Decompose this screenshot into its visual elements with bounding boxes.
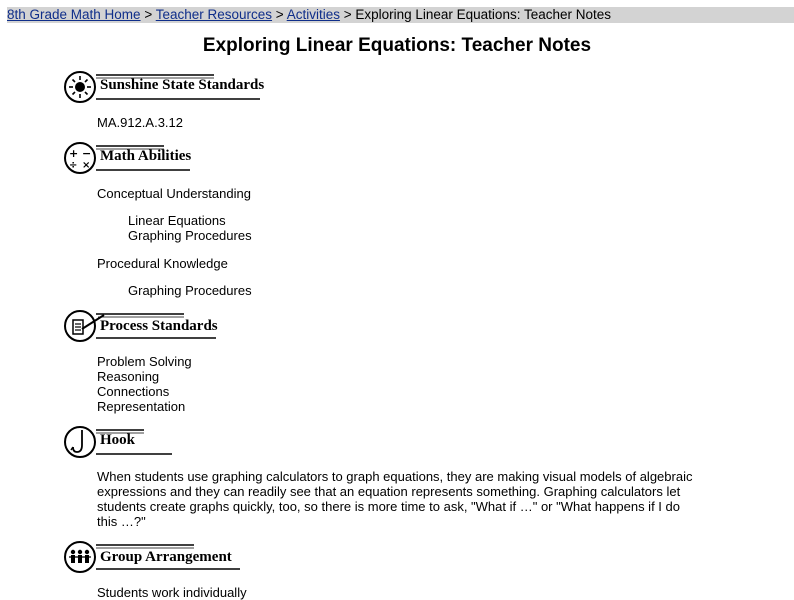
page-title: Exploring Linear Equations: Teacher Notes	[202, 35, 592, 56]
section-heading: Group Arrangement	[100, 549, 232, 565]
breadcrumb-separator: >	[140, 7, 156, 22]
breadcrumb-link-activities[interactable]: Activities	[286, 7, 340, 22]
svg-text:÷: ÷	[69, 160, 78, 171]
section-header-abilities	[64, 141, 264, 177]
section-heading: Hook	[100, 432, 136, 448]
section-header-process	[64, 309, 264, 345]
group-item: Students work individually	[97, 585, 247, 600]
breadcrumb-current: Exploring Linear Equations: Teacher Notes	[355, 7, 611, 22]
ability-item: Linear Equations	[128, 213, 226, 228]
breadcrumb-link-home[interactable]: 8th Grade Math Home	[7, 7, 141, 22]
section-header-group	[64, 540, 264, 576]
section-header-hook	[64, 425, 264, 461]
ability-category: Procedural Knowledge	[97, 256, 228, 271]
process-item: Representation	[97, 399, 186, 414]
svg-text:×: ×	[82, 160, 91, 171]
process-item: Connections	[97, 384, 170, 399]
process-item: Problem Solving	[97, 354, 192, 369]
fishhook-icon	[64, 425, 264, 461]
svg-text:+: +	[69, 147, 79, 160]
section-heading: Math Abilities	[100, 148, 192, 164]
breadcrumb-separator: >	[339, 7, 356, 22]
process-item: Reasoning	[97, 369, 160, 384]
svg-text:−: −	[82, 147, 92, 160]
breadcrumb-separator: >	[272, 7, 287, 22]
section-heading: Sunshine State Standards	[100, 77, 265, 93]
ability-category: Conceptual Understanding	[97, 186, 251, 201]
breadcrumb	[7, 7, 794, 23]
breadcrumb-link-teacher-resources[interactable]: Teacher Resources	[155, 7, 273, 22]
hook-text: When students use graphing calculators to graph equations, they are making visual models of algebraic expressions and they can readily see that an equation represents something. Graphing calculators let students create graphs quickly, too, so there is more time to ask, "What if …" or "What happens if I do this …?"	[97, 469, 693, 529]
ability-item: Graphing Procedures	[128, 283, 252, 298]
section-heading: Process Standards	[100, 318, 218, 334]
section-header-standards	[64, 70, 264, 106]
ability-item: Graphing Procedures	[128, 228, 252, 243]
standard-code: MA.912.A.3.12	[97, 115, 183, 130]
